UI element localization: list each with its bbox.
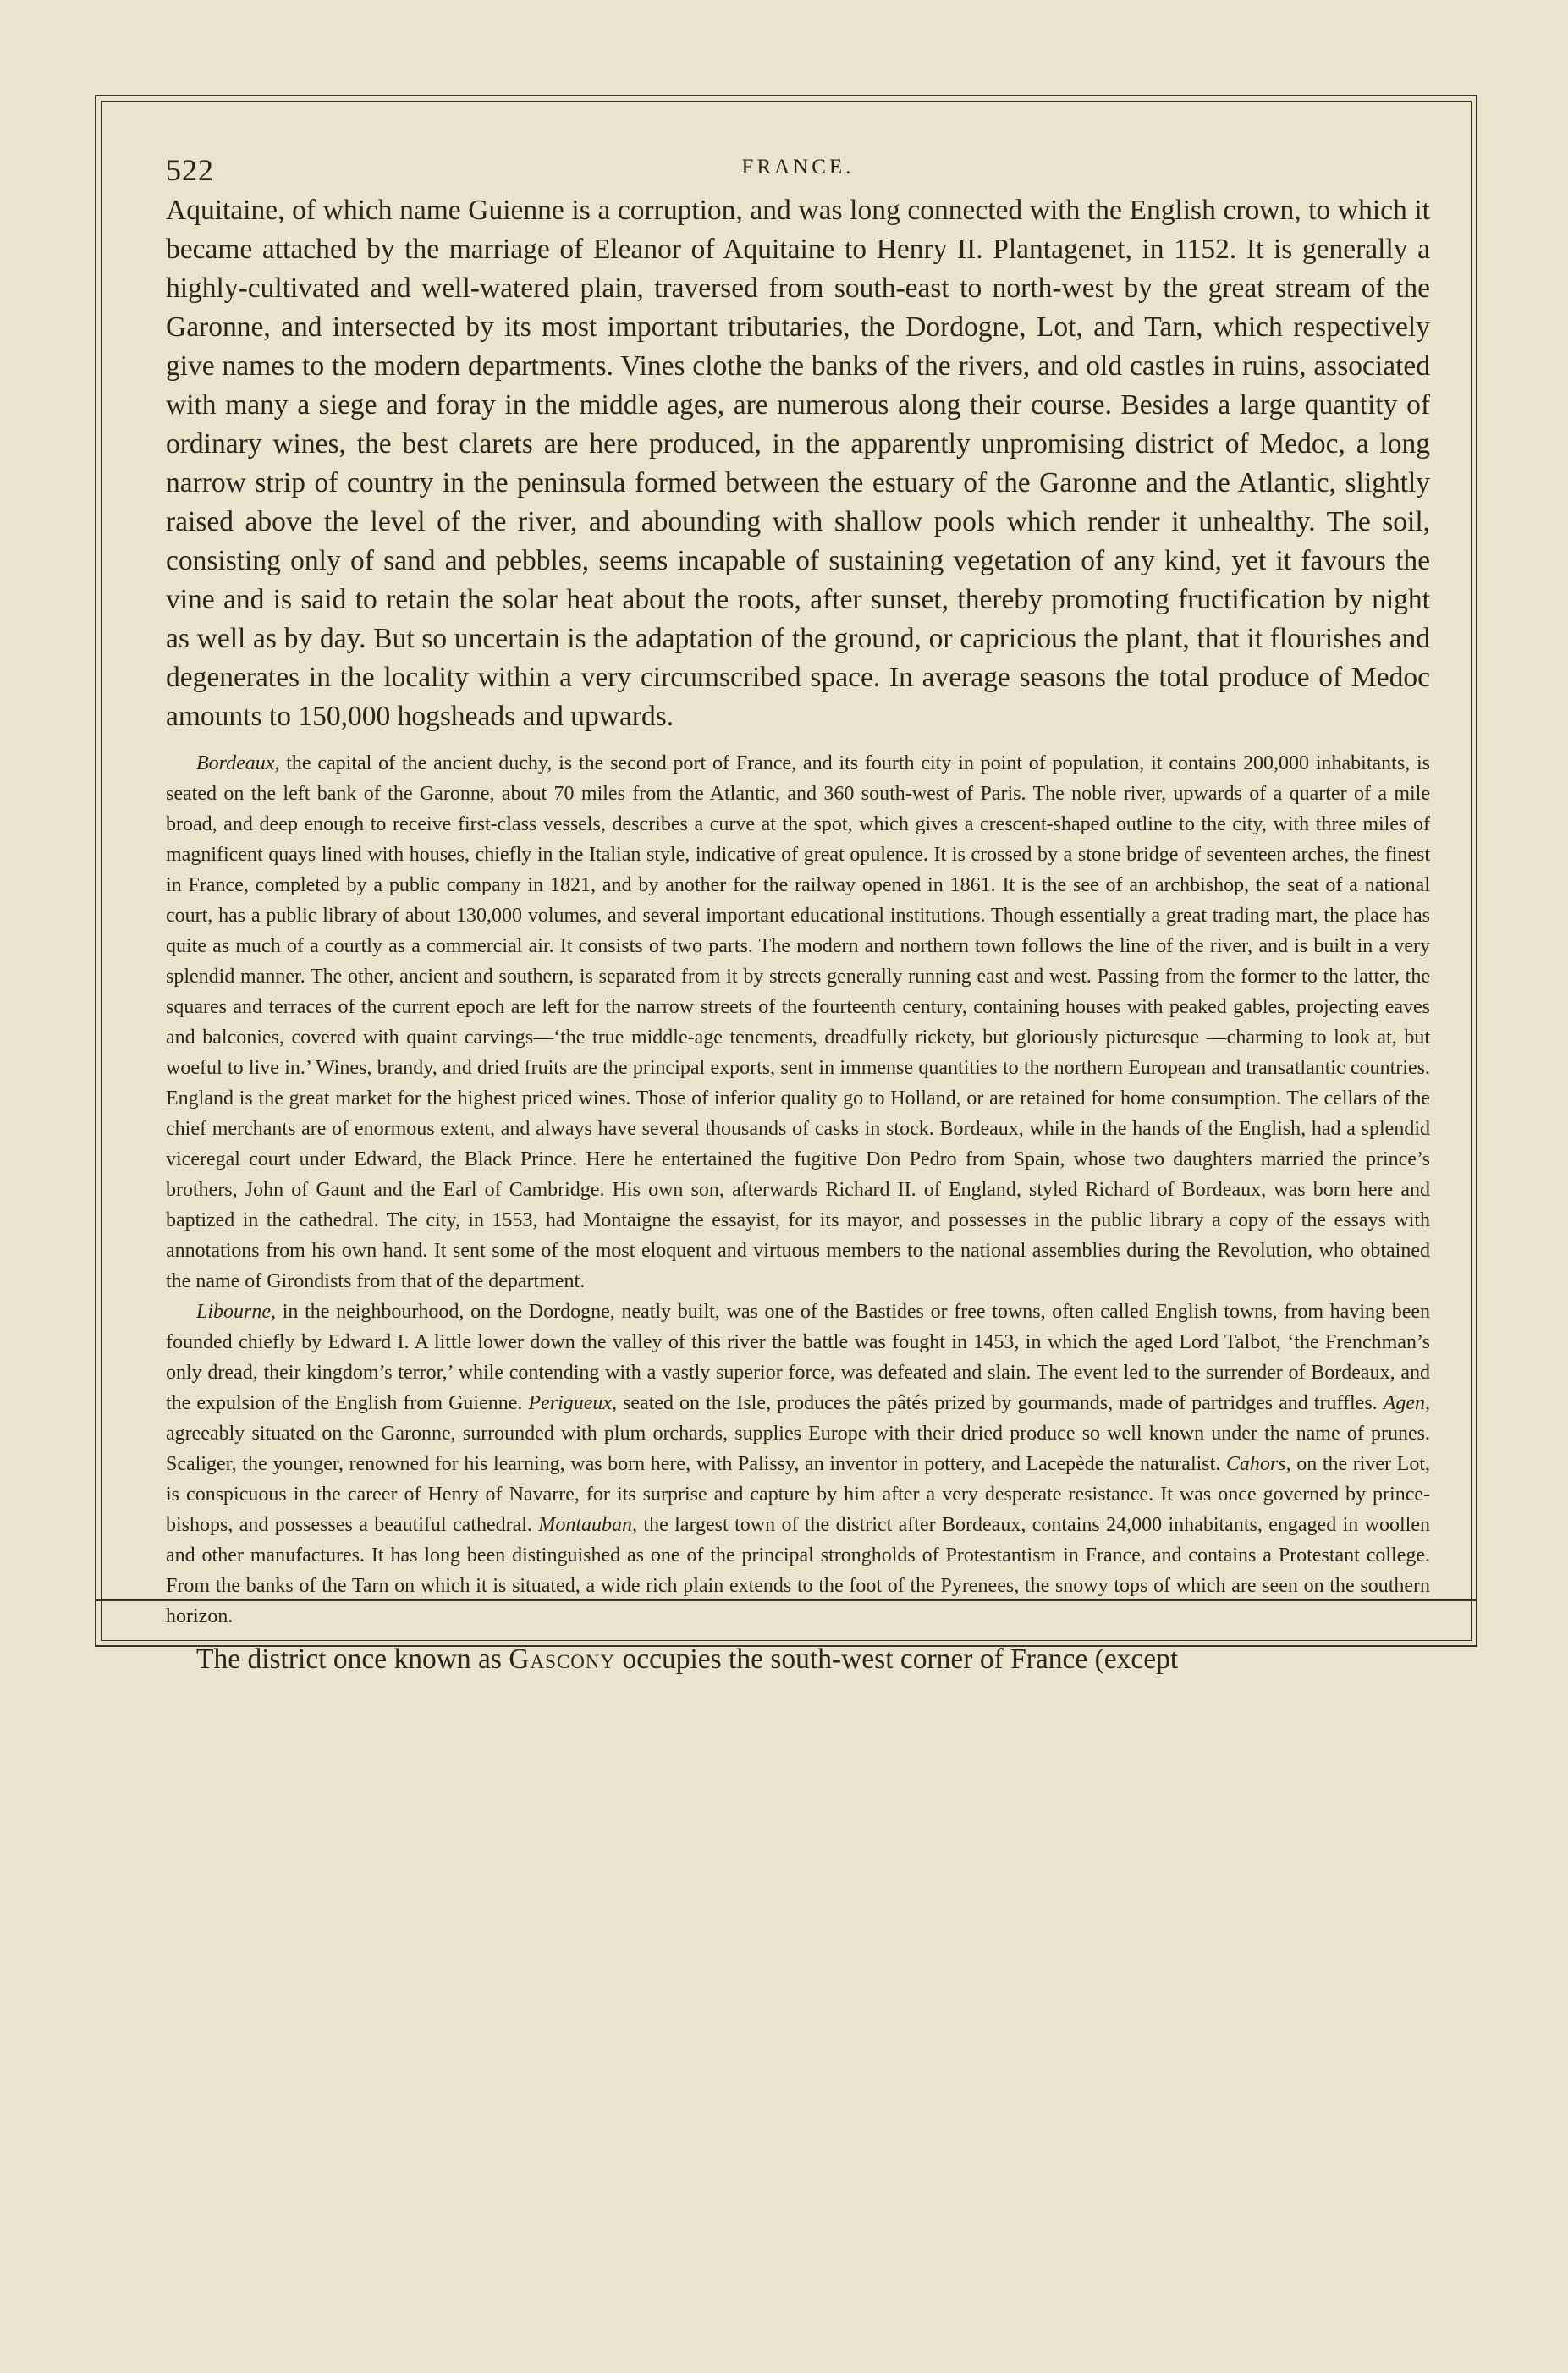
libourne-name: Libourne, (196, 1301, 277, 1323)
main-text (166, 191, 1430, 736)
page-number: 522 (166, 153, 214, 187)
cahors-name: Cahors, (1225, 1453, 1291, 1475)
libourne-text: in the neighbourhood, on the Dordogne, neatly built, was one of the Bastides or free towns, often called English towns, from having been founded chiefly by Edward I. A little lower down the valley of this river the battle was fought in 1453, in which the aged Lord Talbot, ‘the Frenchman’s only dread, their kingdom’s terror,’ while contending with a vastly superior force, was defeated and slain. The event led to the surrender of Bordeaux, and the expulsion of the English from Guienne. (166, 1301, 1430, 1414)
perigueux-name: Perigueux, (528, 1392, 618, 1414)
running-title: FRANCE. (741, 156, 855, 179)
bordeaux-text: the capital of the ancient duchy, is the second port of France, and its fourth city in point of population, it contains 200,000 inhabitants, is seated on the left bank of the Garonne, about 70 miles from the Atlantic, and 360 south-west of Paris. The noble river, upwards of a quarter of a mile broad, and deep enough to receive first-class vessels, describes a curve at the spot, which gives a crescent-shaped outline to the city, with three miles of magnificent quays lined with houses, chiefly in the Italian style, indicative of great opulence. It is crossed by a stone bridge of seventeen arches, the finest in France, completed by a public company in 1821, and by another for the railway opened in 1861. It is the see of an archbishop, the seat of a national court, has a public library of about 130,000 volumes, and several important educational institutions. Though essentially a great trading mart, the place has quite as much of a courtly as a commercial air. It consists of two parts. The modern and northern town follows the line of the river, and is built in a very splendid manner. The other, ancient and southern, is separated from it by streets generally running east and west. Passing from the former to the latter, the squares and terraces of the current epoch are left for the narrow streets of the fourteenth century, containing houses with peaked gables, projecting eaves and balconies, covered with quaint carvings—‘the true middle-age tenements, dreadfully rickety, but gloriously picturesque —charming to look at, but woeful to live in.’ Wines, brandy, and dried fruits are the principal exports, sent in immense quantities to the northern European and transatlantic countries. England is the great market for the highest priced wines. Those of inferior quality go to Holland, or are retained for home consumption. The cellars of the chief merchants are of enormous extent, and always have several thousands of casks in stock. Bordeaux, while in the hands of the English, had a splendid viceregal court under Edward, the Black Prince. Here he entertained the fugitive Don Pedro from Spain, whose two daughters married the prince’s brothers, John of Gaunt and the Earl of Cambridge. His own son, afterwards Richard II. of England, styled Richard of Bordeaux, was born here and baptized in the cathedral. The city, in 1553, had Montaigne the essayist, for its mayor, and possesses in the public library a copy of the essays with annotations from his own hand. It sent some of the most eloquent and virtuous members to the national assemblies during the Revolution, who obtained the name of Girondists from that of the department. (166, 752, 1430, 1292)
running-head (166, 144, 1430, 191)
gascony-text-after: occupies the south-west corner of France (except (615, 1643, 1179, 1675)
gascony-text-before: The district once known as (196, 1643, 509, 1675)
cahors-text: on the river Lot, is conspicuous in the career of Henry of Navarre, for its surprise and capture by him after a very desperate resistance. It was once governed by prince-bishops, and possesses a beautiful cathedral. (166, 1453, 1431, 1536)
montauban-name: Montauban, (538, 1514, 637, 1536)
agen-text: agreeably situated on the Garonne, surrounded with plum orchards, supplies Europe with their dried produce so well known under the name of prunes. Scaliger, the younger, renowned for his learning, was born here, with Palissy, an inventor in pottery, and Lacepède the naturalist. (166, 1423, 1430, 1475)
montauban-text: the largest town of the district after Bordeaux, contains 24,000 inhabitants, engaged in woollen and other manufactures. It has long been distinguished as one of the principal strongholds of Protestantism in France, and contains a Protestant college. From the banks of the Tarn on which it is situated, a wide rich plain extends to the foot of the Pyrenees, the snowy tops of which are seen on the southern horizon. (166, 1514, 1430, 1627)
perigueux-text: seated on the Isle, produces the pâtés prized by gourmands, made of partridges and truffles. (617, 1392, 1384, 1414)
bordeaux-name: Bordeaux, (196, 752, 280, 774)
small-print-section (166, 748, 1430, 1632)
gascony-name: Gascony (509, 1643, 616, 1675)
agen-name: Agen, (1383, 1392, 1430, 1414)
gascony-paragraph (166, 1640, 1430, 1679)
bordeaux-paragraph (166, 748, 1430, 1297)
libourne-paragraph (166, 1297, 1430, 1632)
aquitaine-paragraph: Aquitaine, of which name Guienne is a corruption, and was long connected with the English crown, to which it became attached by the marriage of Eleanor of Aquitaine to Henry II. Plantagenet, in 1152. It is generally a highly-cultivated and well-watered plain, traversed from south-east to north-west by the great stream of the Garonne, and intersected by its most important tributaries, the Dordogne, Lot, and Tarn, which respectively give names to the modern departments. Vines clothe the banks of the rivers, and old castles in ruins, associated with many a siege and foray in the middle ages, are numerous along their course. Besides a large quantity of ordinary wines, the best clarets are here produced, in the apparently unpromising district of Medoc, a long narrow strip of country in the peninsula formed between the estuary of the Garonne and the Atlantic, slightly raised above the level of the river, and abounding with shallow pools which render it unhealthy. The soil, consisting only of sand and pebbles, seems incapable of sustaining vegetation of any kind, yet it favours the vine and is said to retain the solar heat about the roots, after sunset, thereby promoting fructification by night as well as by day. But so uncertain is the adaptation of the ground, or capricious the plant, that it flourishes and degenerates in the locality within a very circumscribed space. In average seasons the total produce of Medoc amounts to 150,000 hogsheads and upwards. (166, 195, 1430, 732)
book-page (166, 144, 1430, 1679)
